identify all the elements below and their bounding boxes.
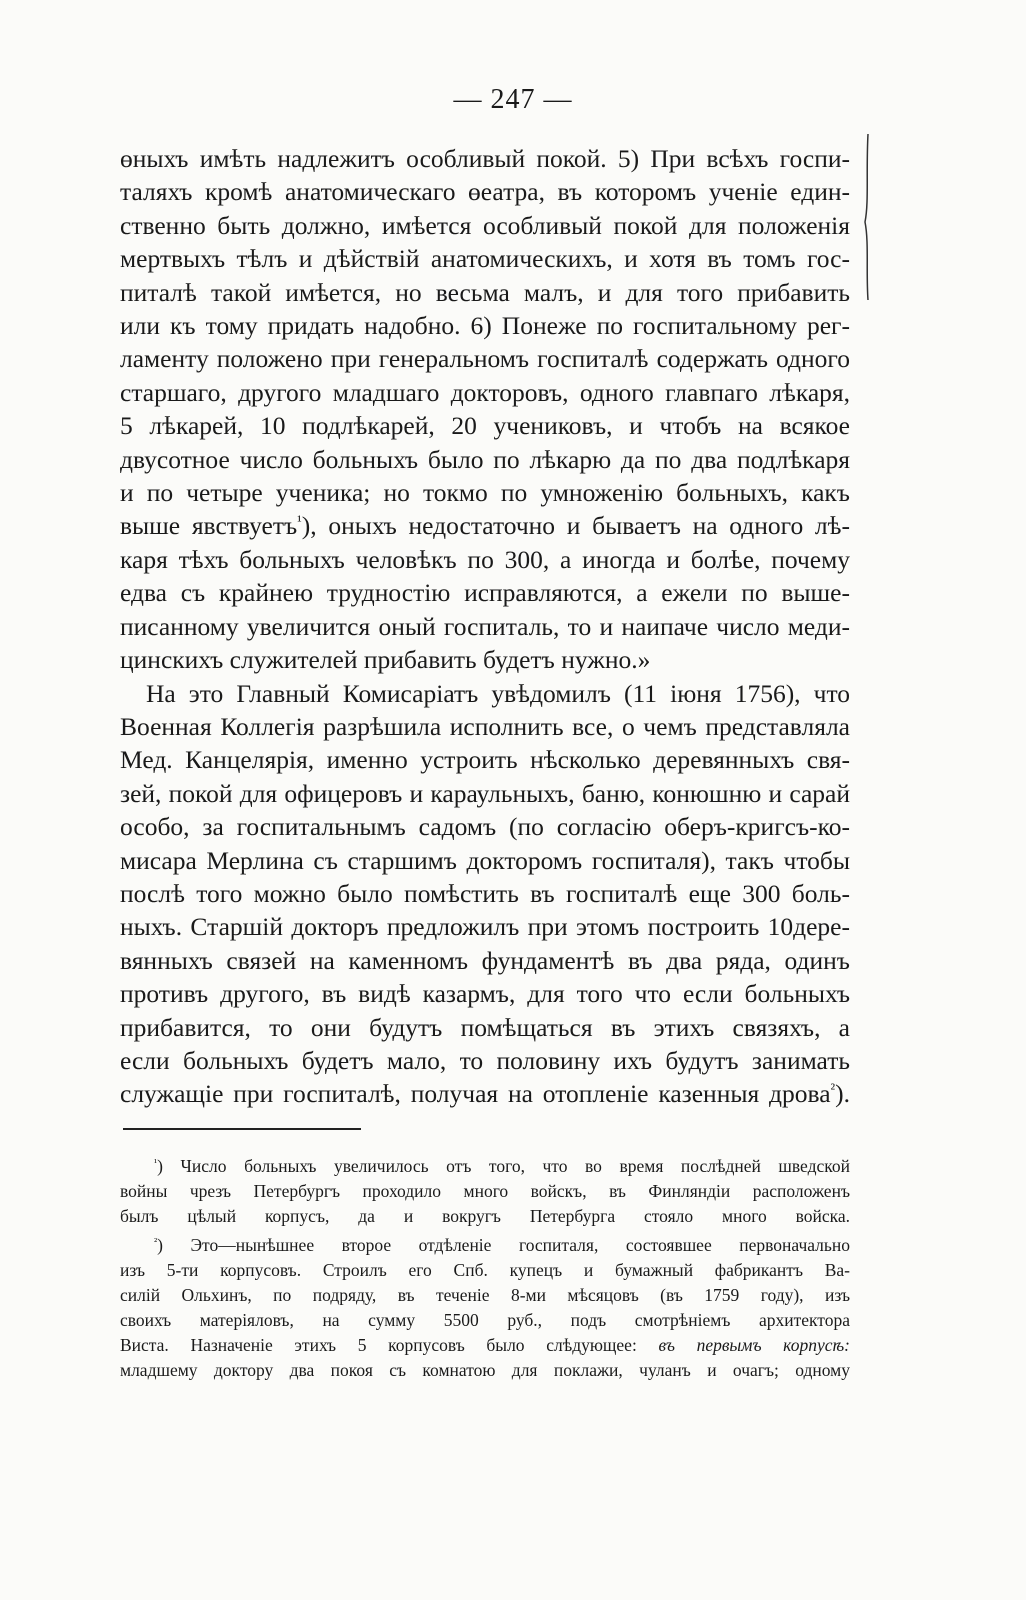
footnote-line (120, 1179, 850, 1204)
body-line (120, 376, 850, 409)
footnote-line (120, 1204, 850, 1229)
body-line (120, 242, 850, 275)
body-line (120, 743, 850, 776)
body-line (120, 276, 850, 309)
footnote (120, 1233, 850, 1383)
footnote-line-text: Виста. Назначеніе этихъ 5 корпусовъ было слѣдующее: (120, 1335, 637, 1355)
body-line (120, 1044, 850, 1077)
footnote-line (120, 1233, 850, 1258)
body-line-text: 5 лѣкарей, 10 подлѣкарей, 20 учениковъ, и чтобъ на всякое (120, 411, 850, 441)
footnote-italic-text: въ первымъ корпусѣ: (658, 1335, 850, 1355)
body-line (120, 509, 850, 542)
body-line-text: писанному увеличится оный госпиталь, то и наипаче число меди- (120, 611, 850, 641)
body-line-text: едва съ крайнею трудностію исправляются, а ежели по выше- (120, 578, 850, 608)
body-line (120, 643, 850, 676)
body-line-text: особо, за госпитальнымъ садомъ (по согласію оберъ-кригсъ-ко- (120, 812, 850, 842)
body-line-text: каря тѣхъ больныхъ человѣкъ по 300, а иногда и болѣе, почему (120, 544, 850, 574)
body-line-text: ственно быть должно, имѣется особливый покой для положенія (120, 210, 850, 240)
body-line (120, 910, 850, 943)
body-line-text: двусотное число больныхъ было по лѣкарю да по два подлѣкаря (120, 444, 850, 474)
body-line (120, 844, 850, 877)
footnote-line-text: войны чрезъ Петербургъ проходило много войскъ, въ Финляндіи расположенъ (120, 1181, 850, 1201)
body-line (120, 677, 850, 710)
footnote-line (120, 1308, 850, 1333)
footnote-line-text: изъ 5-ти корпусовъ. Строилъ его Спб. купецъ и бумажный фабрикантъ Ва- (120, 1260, 850, 1280)
body-line-text: если больныхъ будетъ мало, то половину ихъ будутъ занимать (120, 1045, 850, 1075)
footnote (120, 1154, 850, 1229)
footnote-line (120, 1333, 850, 1358)
body-line (120, 309, 850, 342)
footnote-line (120, 1283, 850, 1308)
body-line-text: вянныхъ связей на каменномъ фундаментѣ въ два ряда, одинъ (120, 945, 850, 975)
body-line-text: таляхъ кромѣ анатомическаго ɵеатра, въ которомъ ученіе един- (120, 177, 850, 207)
footnote-line (120, 1258, 850, 1283)
body-line-text: ). (835, 1079, 850, 1109)
body-line (120, 409, 850, 442)
body-line (120, 209, 850, 242)
body-line (120, 1011, 850, 1044)
body-line-text: послѣ того можно было помѣстить въ госпиталѣ еще 300 боль- (120, 878, 850, 908)
body-line (120, 610, 850, 643)
footnote-ref: ¹ (297, 513, 302, 531)
body-line-text: мисара Мерлина съ старшимъ докторомъ госпиталя), такъ чтобы (120, 845, 850, 875)
page-number: — 247 — (453, 84, 573, 115)
body-line (120, 944, 850, 977)
body-line (120, 142, 850, 175)
body-line (120, 543, 850, 576)
body-line-text: ламенту положено при генеральномъ госпиталѣ содержать одного (120, 344, 850, 374)
footnote-marker: ¹ (154, 1158, 158, 1170)
footnote-marker: ² (154, 1237, 158, 1249)
footnote-line-text: былъ цѣлый корпусъ, да и вокругъ Петербурга стояло много войска. (120, 1206, 850, 1226)
body-line-text: питалѣ такой имѣется, но весьма малъ, и для того прибавить (120, 277, 850, 307)
body-line-text: или къ тому придать надобно. 6) Понеже по госпитальному рег- (120, 311, 850, 341)
margin-bracket-mark (862, 132, 872, 302)
footnote-line (120, 1358, 850, 1383)
body-line (120, 710, 850, 743)
body-line (120, 1077, 850, 1110)
footnote-line-text: своихъ матеріяловъ, на сумму 5500 руб., подъ смотрѣніемъ архитектора (120, 1310, 850, 1330)
body-line-text: ныхъ. Старшій докторъ предложилъ при этомъ построить 10дере- (120, 912, 850, 942)
body-line-text: ), оныхъ недостаточно и бываетъ на одного лѣ- (301, 511, 850, 541)
body-line (120, 810, 850, 843)
body-line-text: старшаго, другого младшаго докторовъ, одного главпаго лѣкаря, (120, 377, 850, 407)
body-line-text: цинскихъ служителей прибавить будетъ нужно.» (120, 645, 651, 675)
body-line (120, 443, 850, 476)
body-line-text: ɵныхъ имѣть надлежитъ особливый покой. 5) При всѣхъ госпи- (120, 144, 850, 173)
body-line-text: выше явствуетъ (120, 511, 298, 541)
body-line (120, 342, 850, 375)
body-line-text: служащіе при госпиталѣ, получая на отопленіе казенныя дрова (120, 1079, 831, 1109)
footnote-line-text: силій Ольхинъ, по подряду, въ теченіе 8-ми мѣсяцовъ (въ 1759 году), изъ (120, 1285, 850, 1305)
footnote-line (120, 1154, 850, 1179)
footnote-rule (123, 1128, 361, 1130)
main-text (120, 142, 850, 1111)
body-line-text: прибавится, то они будутъ помѣщаться въ этихъ связяхъ, а (120, 1012, 850, 1042)
body-line (120, 175, 850, 208)
body-line (120, 476, 850, 509)
footnote-line-text: ) Это—нынѣшнее второе отдѣленіе госпиталя, состоявшее первоначально (157, 1235, 850, 1255)
body-line (120, 777, 850, 810)
body-line-text: На это Главный Комисаріатъ увѣдомилъ (11 іюня 1756), что (146, 678, 850, 708)
body-line-text: противъ другого, въ видѣ казармъ, для того что если больныхъ (120, 979, 850, 1009)
body-line-text: зей, покой для офицеровъ и караульныхъ, баню, конюшню и сарай (120, 778, 850, 808)
footnote-ref: ² (830, 1080, 836, 1098)
body-line-text: Военная Коллегія разрѣшила исполнить все, о чемъ представляла (120, 711, 850, 741)
body-line (120, 877, 850, 910)
footnote-line-text: младшему доктору два покоя съ комнатою для поклажи, чуланъ и очагъ; одному (120, 1360, 850, 1380)
body-line-text: мертвыхъ тѣлъ и дѣйствій анатомическихъ, и хотя въ томъ гос- (120, 244, 850, 274)
footnote-line-text: ) Число больныхъ увеличилось отъ того, что во время послѣдней шведской (157, 1156, 850, 1176)
body-line (120, 977, 850, 1010)
body-line-text: и по четыре ученика; но токмо по умноженію больныхъ, какъ (120, 478, 850, 508)
body-line-text: Мед. Канцелярія, именно устроить нѣсколько деревянныхъ свя- (120, 745, 850, 775)
footnotes (120, 1154, 850, 1383)
body-line (120, 576, 850, 609)
